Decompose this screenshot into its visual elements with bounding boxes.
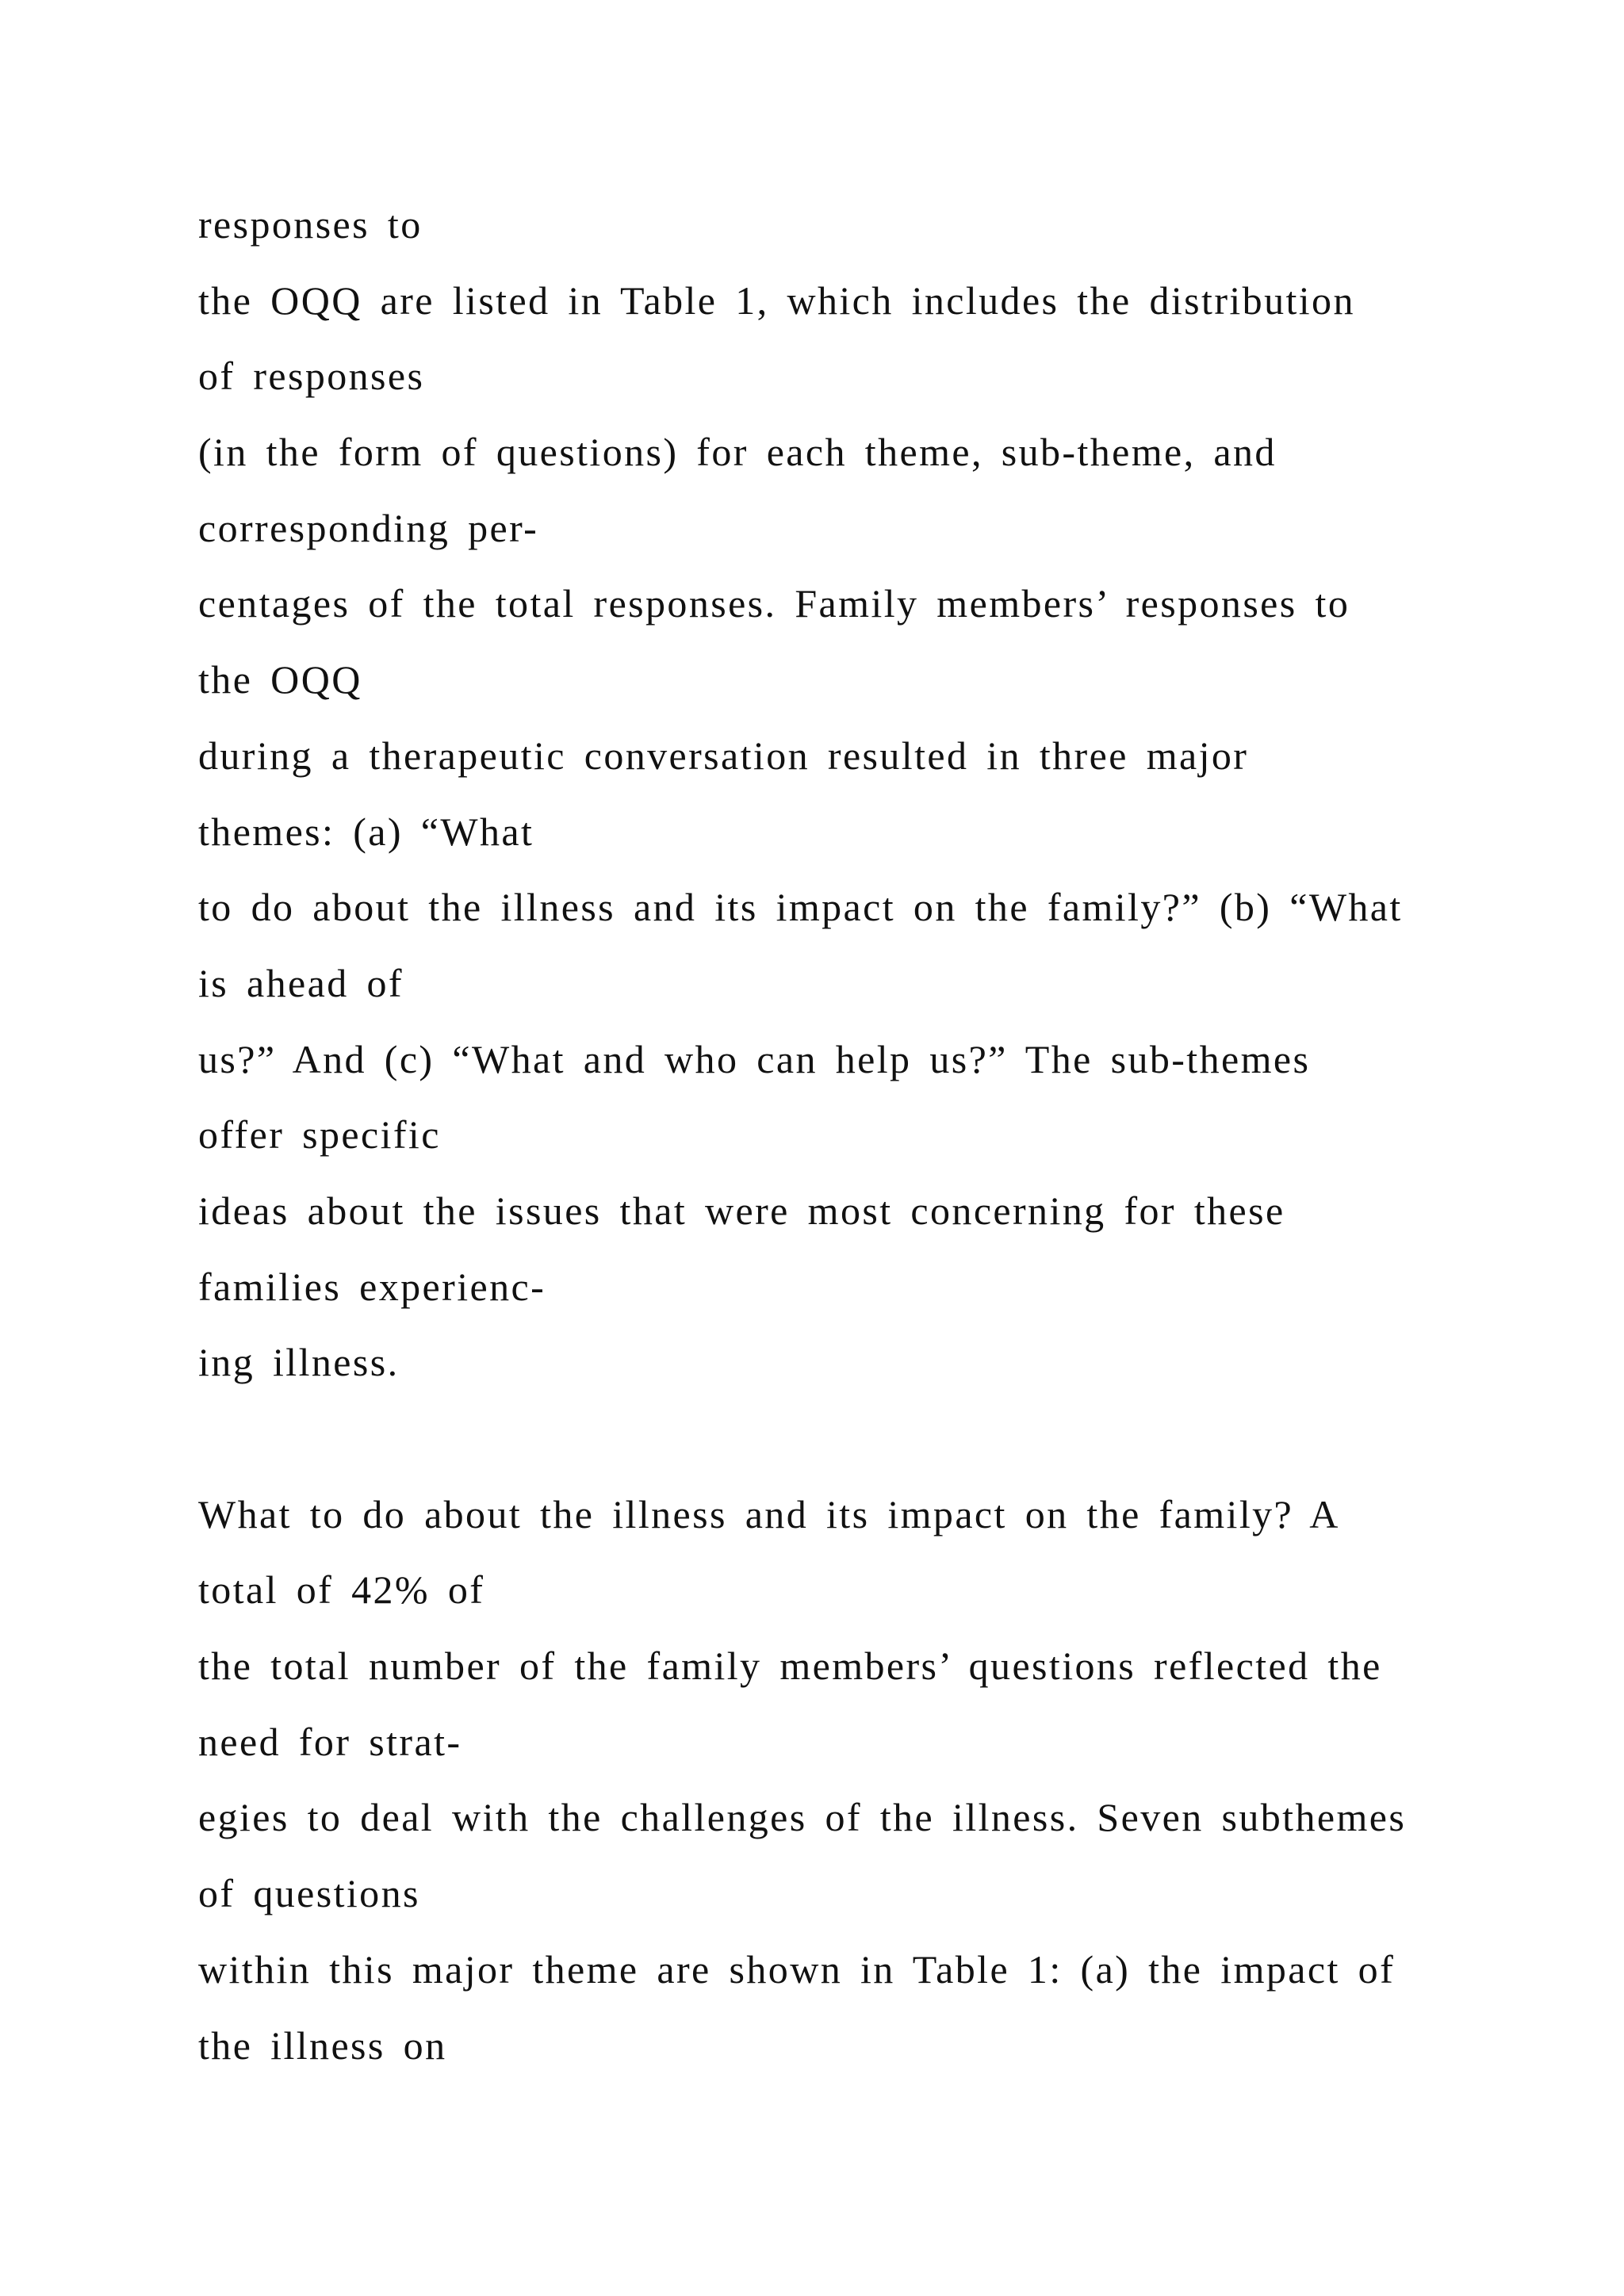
text-line: egies to deal with the challenges of the illness. Seven subthemes — [198, 1795, 1407, 1840]
text-line: is ahead of — [198, 960, 404, 1005]
text-line: What to do about the illness and its impact on the family? A — [198, 1491, 1340, 1536]
paragraph-gap — [198, 1401, 1546, 1477]
text-line: total of 42% of — [198, 1567, 485, 1613]
text-line: centages of the total responses. Family members’ responses to — [198, 581, 1350, 626]
text-line: of responses — [198, 354, 425, 399]
text-line: us?” And (c) “What and who can help us?” The sub-themes — [198, 1036, 1311, 1081]
text-line: offer specific — [198, 1112, 441, 1158]
text-line: of questions — [198, 1871, 420, 1916]
text-line: during a therapeutic conversation resulted in three major — [198, 733, 1249, 778]
text-line: (in the form of questions) for each theme, sub-theme, and — [198, 430, 1277, 475]
body-text — [198, 187, 1546, 2084]
text-line: responses to — [198, 202, 423, 247]
text-line: themes: (a) “What — [198, 809, 534, 854]
text-line: to do about the illness and its impact on the family?” (b) “What — [198, 885, 1403, 930]
text-line: the illness on — [198, 2022, 447, 2068]
text-line: need for strat- — [198, 1719, 462, 1764]
text-line: corresponding per- — [198, 505, 539, 550]
text-line: the OQQ are listed in Table 1, which includes the distribution — [198, 277, 1355, 323]
paragraph-1 — [198, 187, 1546, 1401]
text-line: the total number of the family members’ questions reflected the — [198, 1644, 1382, 1689]
text-line: the OQQ — [198, 657, 362, 702]
text-line: ideas about the issues that were most concerning for these — [198, 1188, 1285, 1233]
text-line: families experienc- — [198, 1264, 546, 1309]
paragraph-2 — [198, 1477, 1546, 2084]
text-line: within this major theme are shown in Table 1: (a) the impact of — [198, 1946, 1396, 1992]
text-line: ing illness. — [198, 1340, 400, 1385]
